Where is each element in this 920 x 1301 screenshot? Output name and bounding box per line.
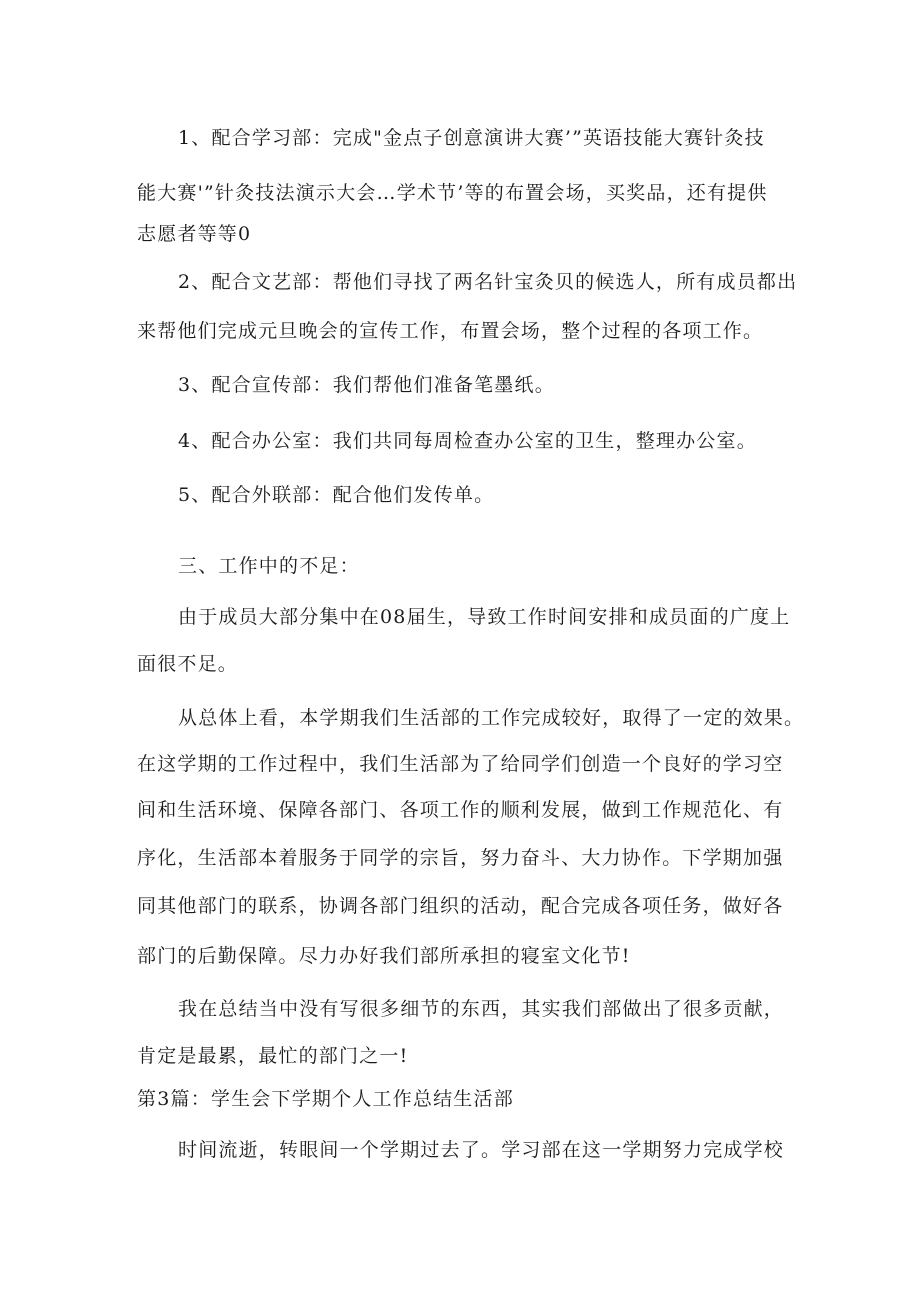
- paragraph-line: 2、配合文艺部：帮他们寻找了两名针宝灸贝的候选人，所有成员都出: [178, 271, 798, 293]
- paragraph-line: 面很不足。: [137, 653, 239, 675]
- paragraph-line: 在这学期的工作过程中，我们生活部为了给同学们创造一个良好的学习空: [137, 753, 784, 775]
- paragraph-line: 肯定是最累，最忙的部门之一!: [137, 1045, 409, 1067]
- paragraph-line: 来帮他们完成元旦晚会的宣传工作，布置会场，整个过程的各项工作。: [137, 320, 764, 342]
- paragraph-line: 能大赛'”针灸技法演示大会…学术节’等的布置会场，买奖品，还有提供: [137, 182, 768, 204]
- paragraph-line: 4、配合办公室：我们共同每周检查办公室的卫生，整理办公室。: [178, 430, 757, 452]
- paragraph-line: 3、配合宣传部：我们帮他们准备笔墨纸。: [178, 374, 555, 396]
- paragraph-line: 志愿者等等0: [137, 223, 252, 245]
- paragraph-line: 5、配合外联部：配合他们发传单。: [178, 484, 495, 506]
- paragraph-line: 序化，生活部本着服务于同学的宗旨，努力奋斗、大力协作。下学期加强: [137, 847, 784, 869]
- paragraph-line: 从总体上看，本学期我们生活部的工作完成较好，取得了一定的效果。: [178, 707, 805, 729]
- section-heading: 三、工作中的不足：: [178, 555, 360, 577]
- paragraph-line: 1、配合学习部：完成"金点子创意演讲大赛’”英语技能大赛针灸技: [178, 127, 765, 149]
- paragraph-line: 部门的后勤保障。尽力办好我们部所承担的寝室文化节!: [137, 945, 631, 967]
- paragraph-line: 由于成员大部分集中在08届生，导致工作时间安排和成员面的广度上: [178, 606, 791, 628]
- paragraph-line: 间和生活环境、保障各部门、各项工作的顺利发展，做到工作规范化、有: [137, 799, 784, 821]
- chapter-title: 第3篇：学生会下学期个人工作总结生活部: [137, 1088, 514, 1110]
- paragraph-line: 我在总结当中没有写很多细节的东西，其实我们部做出了很多贡献，: [178, 998, 785, 1020]
- paragraph-line: 同其他部门的联系，协调各部门组织的活动，配合完成各项任务，做好各: [137, 895, 784, 917]
- paragraph-line: 时间流逝，转眼间一个学期过去了。学习部在这一学期努力完成学校: [178, 1139, 785, 1161]
